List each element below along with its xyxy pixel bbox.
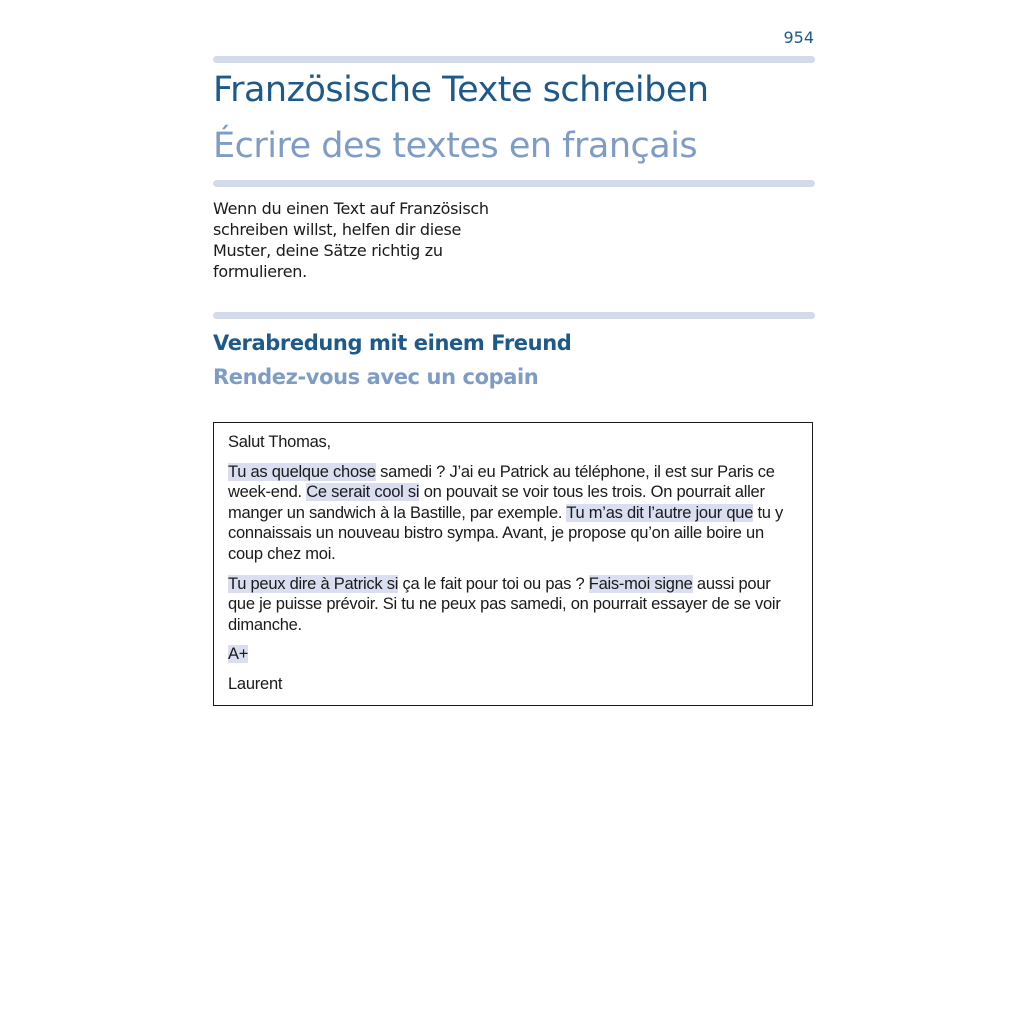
highlighted-phrase: Fais-moi signe — [588, 574, 693, 593]
letter-text: on pouvait se voir tous les trois. On pourrait aller manger un sandwich à la Bastille, par exemple. — [228, 483, 765, 522]
letter-paragraph-1 — [228, 462, 798, 565]
page-number: 954 — [783, 28, 814, 47]
title-divider — [213, 180, 815, 187]
letter-signature: Laurent — [228, 674, 283, 693]
top-divider — [213, 56, 815, 63]
section-heading-french: Rendez-vous avec un copain — [213, 365, 539, 389]
letter-text: aussi pour que je puisse prévoir. Si tu ne peux pas samedi, on pourrait essayer de se voir dimanche. — [228, 574, 781, 634]
letter-closing — [228, 644, 798, 665]
letter-text: samedi ? J’ai eu Patrick au téléphone, il est sur Paris ce week-end. — [228, 462, 775, 502]
highlighted-phrase: Ce serait cool si — [306, 483, 420, 502]
letter-text: tu y connaissais un nouveau bistro sympa. Avant, je propose qu’on aille boire un coup chez moi. — [228, 503, 784, 563]
highlighted-phrase: A+ — [228, 645, 249, 664]
highlighted-phrase: Tu m’as dit l’autre jour que — [566, 503, 754, 522]
highlighted-phrase: Tu peux dire à Patrick si — [228, 574, 399, 593]
section-divider — [213, 312, 815, 319]
page-title-french: Écrire des textes en français — [213, 126, 698, 166]
page-title-german: Französische Texte schreiben — [213, 70, 709, 110]
letter-greeting: Salut Thomas, — [228, 433, 331, 451]
intro-text: Wenn du einen Text auf Französisch schreiben willst, helfen dir diese Muster, deine Sätze richtig zu formulieren. — [213, 199, 489, 281]
highlighted-phrase: Tu as quelque chose — [228, 462, 376, 481]
letter-text: ça le fait pour toi ou pas ? — [398, 574, 589, 593]
letter-paragraph-2 — [228, 574, 798, 636]
section-heading-german: Verabredung mit einem Freund — [213, 331, 572, 355]
letter-box — [213, 422, 813, 706]
